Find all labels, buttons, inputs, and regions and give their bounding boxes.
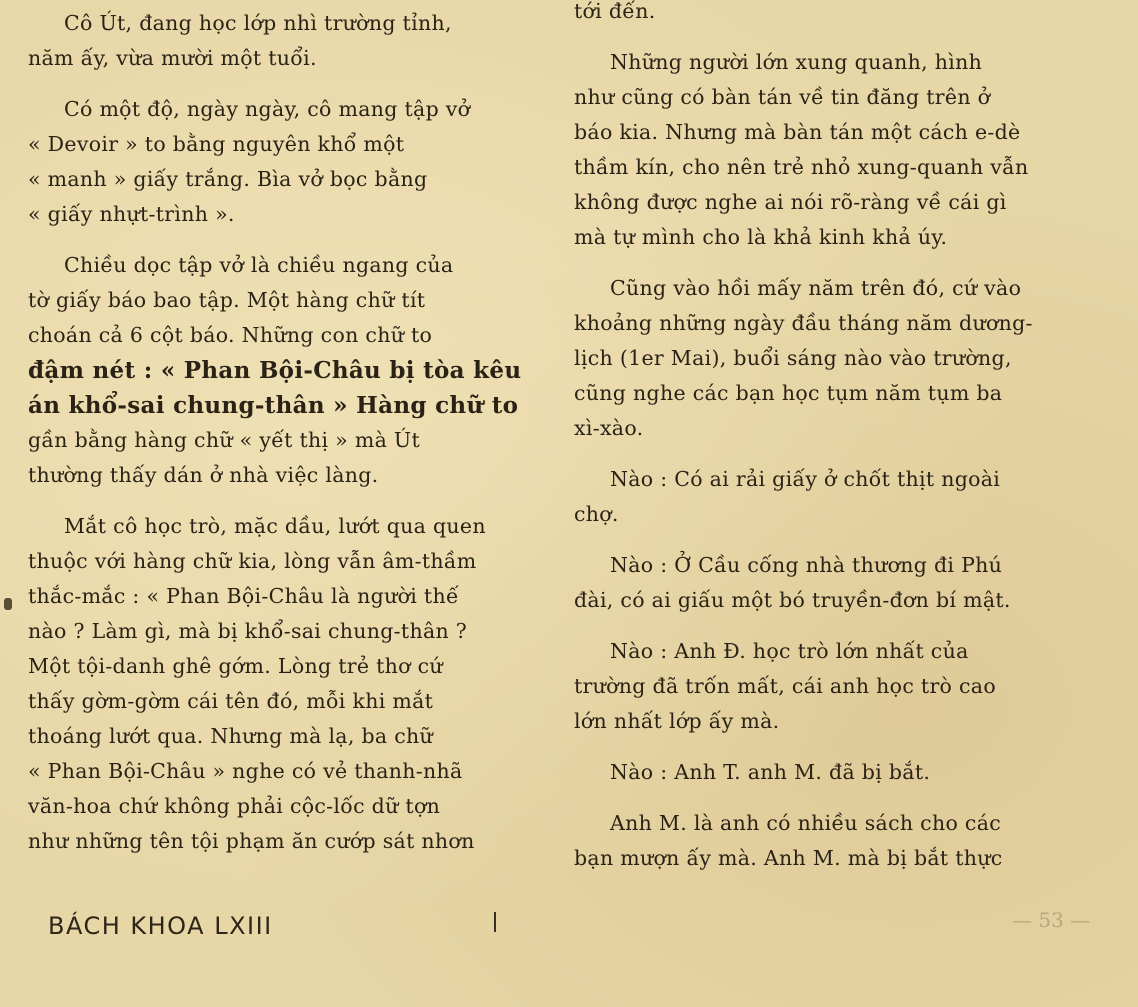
- right-column: [574, 0, 1092, 892]
- text-line: gần bằng hàng chữ « yết thị » mà Út: [28, 428, 421, 452]
- text-line: lớn nhất lớp ấy mà.: [574, 709, 780, 733]
- text-line: thuộc với hàng chữ kia, lòng vẫn âm-thầm: [28, 549, 477, 573]
- margin-ink-mark: [4, 598, 12, 610]
- text-line: Một tội-danh ghê gớm. Lòng trẻ thơ cứ: [28, 654, 443, 678]
- text-line: « giấy nhựt-trình ».: [28, 202, 235, 226]
- text-line: Chiều dọc tập vở là chiều ngang của: [64, 253, 454, 277]
- text-line: Mắt cô học trò, mặc dầu, lướt qua quen: [64, 514, 486, 538]
- text-line: thấy gờm-gờm cái tên đó, mỗi khi mắt: [28, 689, 434, 713]
- paragraph: [574, 548, 1092, 618]
- paragraph: [28, 509, 558, 859]
- paragraph: [574, 271, 1092, 446]
- text-line: tới đến.: [574, 0, 656, 23]
- text-line: không được nghe ai nói rõ-ràng về cái gì: [574, 190, 1007, 214]
- text-line: « Phan Bội-Châu » nghe có vẻ thanh-nhã: [28, 759, 463, 783]
- text-line: đài, có ai giấu một bó truyền-đơn bí mật.: [574, 588, 1011, 612]
- paragraph: [574, 634, 1092, 739]
- text-line: như cũng có bàn tán về tin đăng trên ở: [574, 85, 991, 109]
- text-line: thoáng lướt qua. Nhưng mà lạ, ba chữ: [28, 724, 434, 748]
- text-line: thắc-mắc : « Phan Bội-Châu là người thế: [28, 584, 459, 608]
- text-line: « manh » giấy trắng. Bìa vở bọc bằng: [28, 167, 428, 191]
- headline-line: đậm nét : « Phan Bội-Châu bị tòa kêu: [28, 357, 522, 384]
- text-line: xì-xào.: [574, 416, 644, 440]
- text-line: tờ giấy báo bao tập. Một hàng chữ tít: [28, 288, 426, 312]
- journal-footer: BÁCH KHOA LXIII: [48, 912, 273, 940]
- text-line: Nào : Ở Cầu cống nhà thương đi Phú: [610, 553, 1003, 577]
- headline-line: án khổ-sai chung-thân » Hàng chữ to: [28, 392, 519, 419]
- text-line: báo kia. Nhưng mà bàn tán một cách e-dè: [574, 120, 1021, 144]
- text-line: như những tên tội phạm ăn cướp sát nhơn: [28, 829, 475, 853]
- text-line: chợ.: [574, 502, 619, 526]
- paragraph: [28, 6, 558, 76]
- text-line: mà tự mình cho là khả kinh khả úy.: [574, 225, 948, 249]
- text-line: Những người lớn xung quanh, hình: [610, 50, 983, 74]
- text-line: bạn mượn ấy mà. Anh M. mà bị bắt thực: [574, 846, 1003, 870]
- text-line: « Devoir » to bằng nguyên khổ một: [28, 132, 405, 156]
- text-line: Nào : Có ai rải giấy ở chốt thịt ngoài: [610, 467, 1001, 491]
- text-line: khoảng những ngày đầu tháng năm dương-: [574, 311, 1033, 335]
- text-line: thường thấy dán ở nhà việc làng.: [28, 463, 379, 487]
- text-line: Có một độ, ngày ngày, cô mang tập vở: [64, 97, 471, 121]
- text-line: Cô Út, đang học lớp nhì trường tỉnh,: [64, 11, 452, 35]
- text-line: cũng nghe các bạn học tụm năm tụm ba: [574, 381, 1003, 405]
- paragraph: [574, 0, 1092, 29]
- paragraph: [574, 806, 1092, 876]
- text-line: nào ? Làm gì, mà bị khổ-sai chung-thân ?: [28, 619, 468, 643]
- paragraph: [574, 45, 1092, 255]
- text-line: choán cả 6 cột báo. Những con chữ to: [28, 323, 433, 347]
- page-number: — 53 —: [1012, 908, 1091, 932]
- text-line: Nào : Anh T. anh M. đã bị bắt.: [610, 760, 931, 784]
- paragraph: [574, 462, 1092, 532]
- paragraph: [28, 92, 558, 232]
- text-line: Nào : Anh Đ. học trò lớn nhất của: [610, 639, 969, 663]
- text-line: năm ấy, vừa mười một tuổi.: [28, 46, 317, 70]
- column-rule-mark: [494, 912, 496, 932]
- left-column: [28, 0, 558, 875]
- text-line: Anh M. là anh có nhiều sách cho các: [610, 811, 1001, 835]
- text-line: văn-hoa chứ không phải cộc-lốc dữ tợn: [28, 794, 441, 818]
- paragraph: [574, 755, 1092, 790]
- text-line: thầm kín, cho nên trẻ nhỏ xung-quanh vẫn: [574, 155, 1029, 179]
- text-line: Cũng vào hồi mấy năm trên đó, cứ vào: [610, 276, 1022, 300]
- paragraph: [28, 248, 558, 493]
- text-line: trường đã trốn mất, cái anh học trò cao: [574, 674, 996, 698]
- text-line: lịch (1er Mai), buổi sáng nào vào trường,: [574, 346, 1012, 370]
